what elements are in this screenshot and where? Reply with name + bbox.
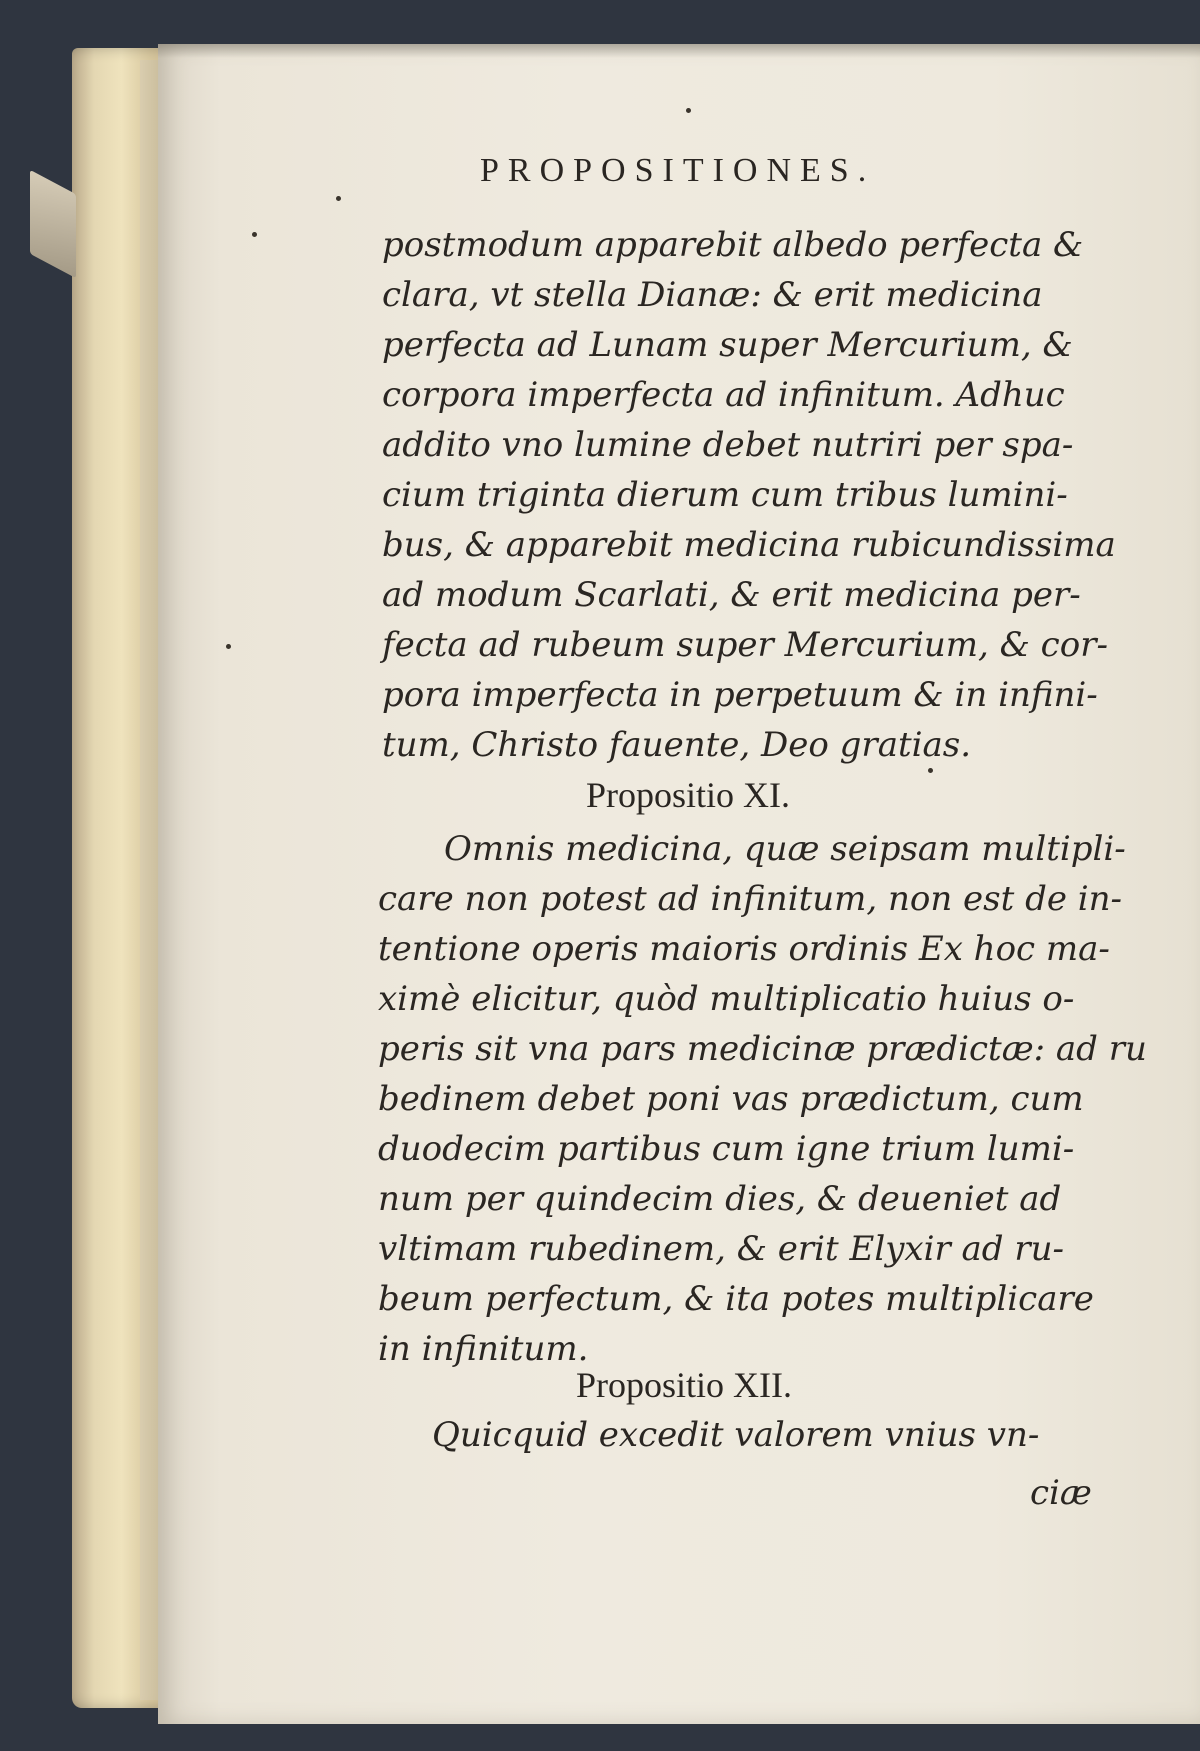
text-line: beum perfectum, & ita potes multiplicare [378, 1279, 1094, 1319]
text-line: duodecim partibus cum igne trium lumi- [378, 1129, 1075, 1169]
page-top-shadow [158, 44, 1200, 58]
ink-speck [252, 232, 257, 237]
ink-speck [686, 108, 691, 113]
text-line: in infinitum. [378, 1329, 589, 1369]
text-line: cium triginta dierum cum tribus lumini- [382, 475, 1068, 515]
text-line: postmodum apparebit albedo perfecta & [382, 225, 1084, 265]
text-line: bedinem debet poni vas prædictum, cum [378, 1079, 1084, 1119]
text-line: peris sit vna pars medicinæ prædictæ: ad ru [378, 1029, 1147, 1069]
text-line: fecta ad rubeum super Mercurium, & cor- [382, 625, 1108, 665]
text-line: perfecta ad Lunam super Mercurium, & [382, 325, 1073, 365]
text-line: ximè elicitur, quòd multiplicatio huius o- [378, 979, 1075, 1019]
text-line: corpora imperfecta ad infinitum. Adhuc [382, 375, 1065, 415]
ink-speck [928, 768, 933, 773]
text-line: addito vno lumine debet nutriri per spa- [382, 425, 1074, 465]
text-line: tum, Christo fauente, Deo gratias. [382, 725, 972, 765]
text-line: care non potest ad infinitum, non est de in- [378, 879, 1123, 919]
text-line: Omnis medicina, quæ seipsam multipli- [444, 829, 1126, 869]
text-line: num per quindecim dies, & deueniet ad [378, 1179, 1062, 1219]
section-heading-xii: Propositio XII. [576, 1365, 792, 1405]
text-line: Quicquid excedit valorem vnius vn- [432, 1415, 1040, 1455]
text-line: vltimam rubedinem, & erit Elyxir ad ru- [378, 1229, 1065, 1269]
binding-tie [30, 170, 76, 278]
catchword: ciæ [1030, 1473, 1092, 1513]
text-line: pora imperfecta in perpetuum & in infini- [382, 675, 1098, 715]
text-line: clara, vt stella Dianæ: & erit medicina [382, 275, 1043, 315]
section-heading-xi: Propositio XI. [586, 775, 791, 815]
text-line: ad modum Scarlati, & erit medicina per- [382, 575, 1081, 615]
text-line: tentione operis maioris ordinis Ex hoc ma- [378, 929, 1110, 969]
ink-speck [336, 196, 341, 201]
ink-speck [226, 644, 231, 649]
text-line: bus, & apparebit medicina rubicundissima [382, 525, 1116, 565]
running-title: PROPOSITIONES. [480, 152, 876, 189]
